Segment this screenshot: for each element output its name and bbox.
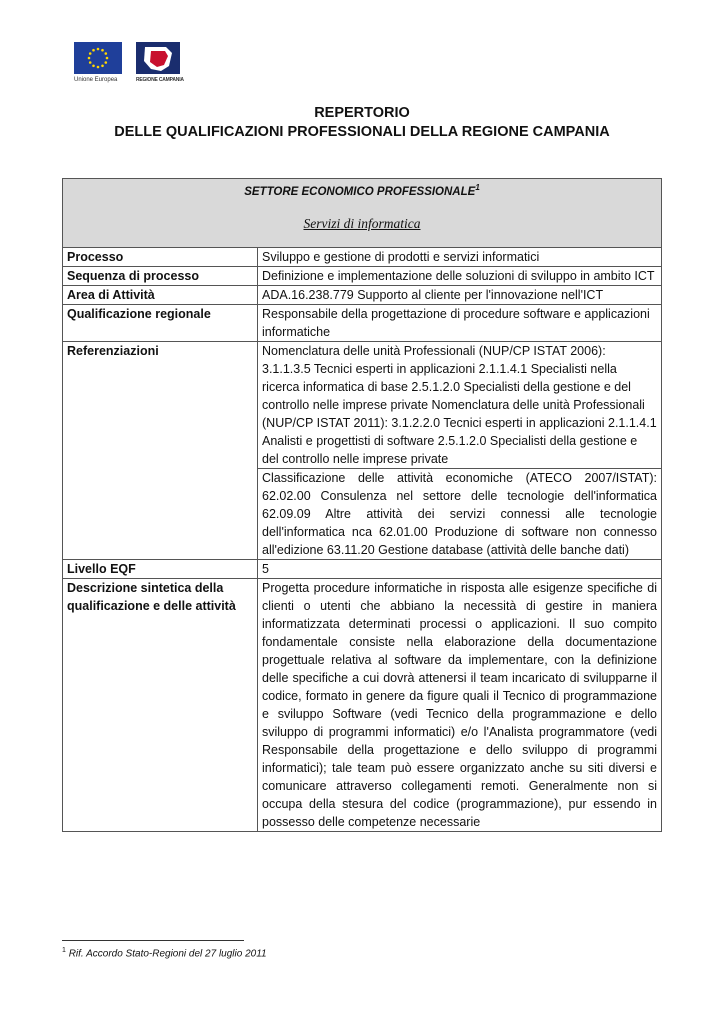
row-value: Definizione e implementazione delle soluzioni di sviluppo in ambito ICT (258, 267, 662, 286)
row-value-istat: Nomenclatura delle unità Professionali (NUP/CP ISTAT 2006): 3.1.1.3.5 Tecnici esperti in applicazioni 2.1.1.4.1 Specialisti nella ricerca informatica di base 2.5.1.2.0 Specialisti della gestione e del controllo nelle imprese private Nomenclatura delle unità Professionali (NUP/CP ISTAT 2011): 3.1.2.2.0 Tecnici esperti in applicazioni 2.1.1.4.1 Analisti e progettisti di software 2.5.1.2.0 Specialisti della gestione e del controllo nelle imprese private (258, 342, 662, 469)
qualification-table (62, 178, 662, 832)
eu-caption: Unione Europea (74, 77, 118, 83)
eu-flag-logo (74, 42, 122, 74)
sector-header-row (63, 179, 662, 248)
sector-heading (67, 179, 657, 201)
header-logos (74, 42, 186, 88)
row-processo (63, 248, 662, 267)
eu-stars-icon (74, 42, 122, 74)
footnote-separator (62, 940, 244, 941)
row-label: Sequenza di processo (63, 267, 258, 286)
sector-header-cell (63, 179, 662, 248)
document-title-line1: REPERTORIO (314, 105, 410, 121)
row-value-ateco: Classificazione delle attività economiche (ATECO 2007/ISTAT): 62.02.00 Consulenza nel settore delle tecnologie dell'informatica 62.09.09 Altre attività dei servizi connessi alle tecnologie dell'informatica nca 62.01.00 Produzione di software non connesso all'edizione 63.11.20 Gestione database (attività delle banche dati) (258, 469, 662, 560)
sector-value: Servizi di informatica (303, 215, 421, 231)
row-label: Descrizione sintetica della qualificazione e delle attività (63, 579, 258, 832)
row-livello-eqf (63, 560, 662, 579)
document-title-line2: DELLE QUALIFICAZIONI PROFESSIONALI DELLA REGIONE CAMPANIA (114, 124, 610, 140)
row-value: Progetta procedure informatiche in risposta alle esigenze specifiche di clienti o utenti che abbiano la necessità di gestire in maniera informatizzata determinati processi o applicazioni. Il suo compito fondamentale consiste nella elaborazione della documentazione progettuale relativa al software da implementare, con la definizione delle specifiche a cui dovrà attenersi il team incaricato di svilupparne il codice, formato in genere da figure quali il Tecnico di programmazione e sviluppo Software (vedi Tecnico della programmazione e dello sviluppo di programmi informatici) e/o l'Analista programmatore (vedi Responsabile della progettazione e dello sviluppo di programmi informatici); tale team può essere organizzato anche su siti diversi e comunicare attraverso collegamenti remoti. Generalmente non si occupa della stesura del codice (programmazione), pur essendo in possesso delle competenze necessarie (258, 579, 662, 832)
row-label: Qualificazione regionale (63, 305, 258, 342)
row-referenziazioni (63, 342, 662, 469)
row-label: Area di Attività (63, 286, 258, 305)
row-value: ADA.16.238.779 Supporto al cliente per l'innovazione nell'ICT (258, 286, 662, 305)
row-descrizione (63, 579, 662, 832)
footnote (62, 947, 267, 959)
region-caption: REGIONE CAMPANIA (136, 77, 184, 83)
row-value: Responsabile della progettazione di procedure software e applicazioni informatiche (258, 305, 662, 342)
row-sequenza (63, 267, 662, 286)
row-value: 5 (258, 560, 662, 579)
row-label: Processo (63, 248, 258, 267)
footnote-number: 1 (62, 947, 66, 954)
row-value: Sviluppo e gestione di prodotti e servizi informatici (258, 248, 662, 267)
row-label: Livello EQF (63, 560, 258, 579)
row-area-attivita (63, 286, 662, 305)
regione-campania-logo (136, 42, 180, 74)
footnote-ref: 1 (475, 183, 480, 192)
sector-label: SETTORE ECONOMICO PROFESSIONALE (244, 185, 476, 198)
row-qualificazione (63, 305, 662, 342)
row-label: Referenziazioni (63, 342, 258, 560)
footnote-text: Rif. Accordo Stato-Regioni del 27 luglio 2011 (68, 948, 267, 960)
